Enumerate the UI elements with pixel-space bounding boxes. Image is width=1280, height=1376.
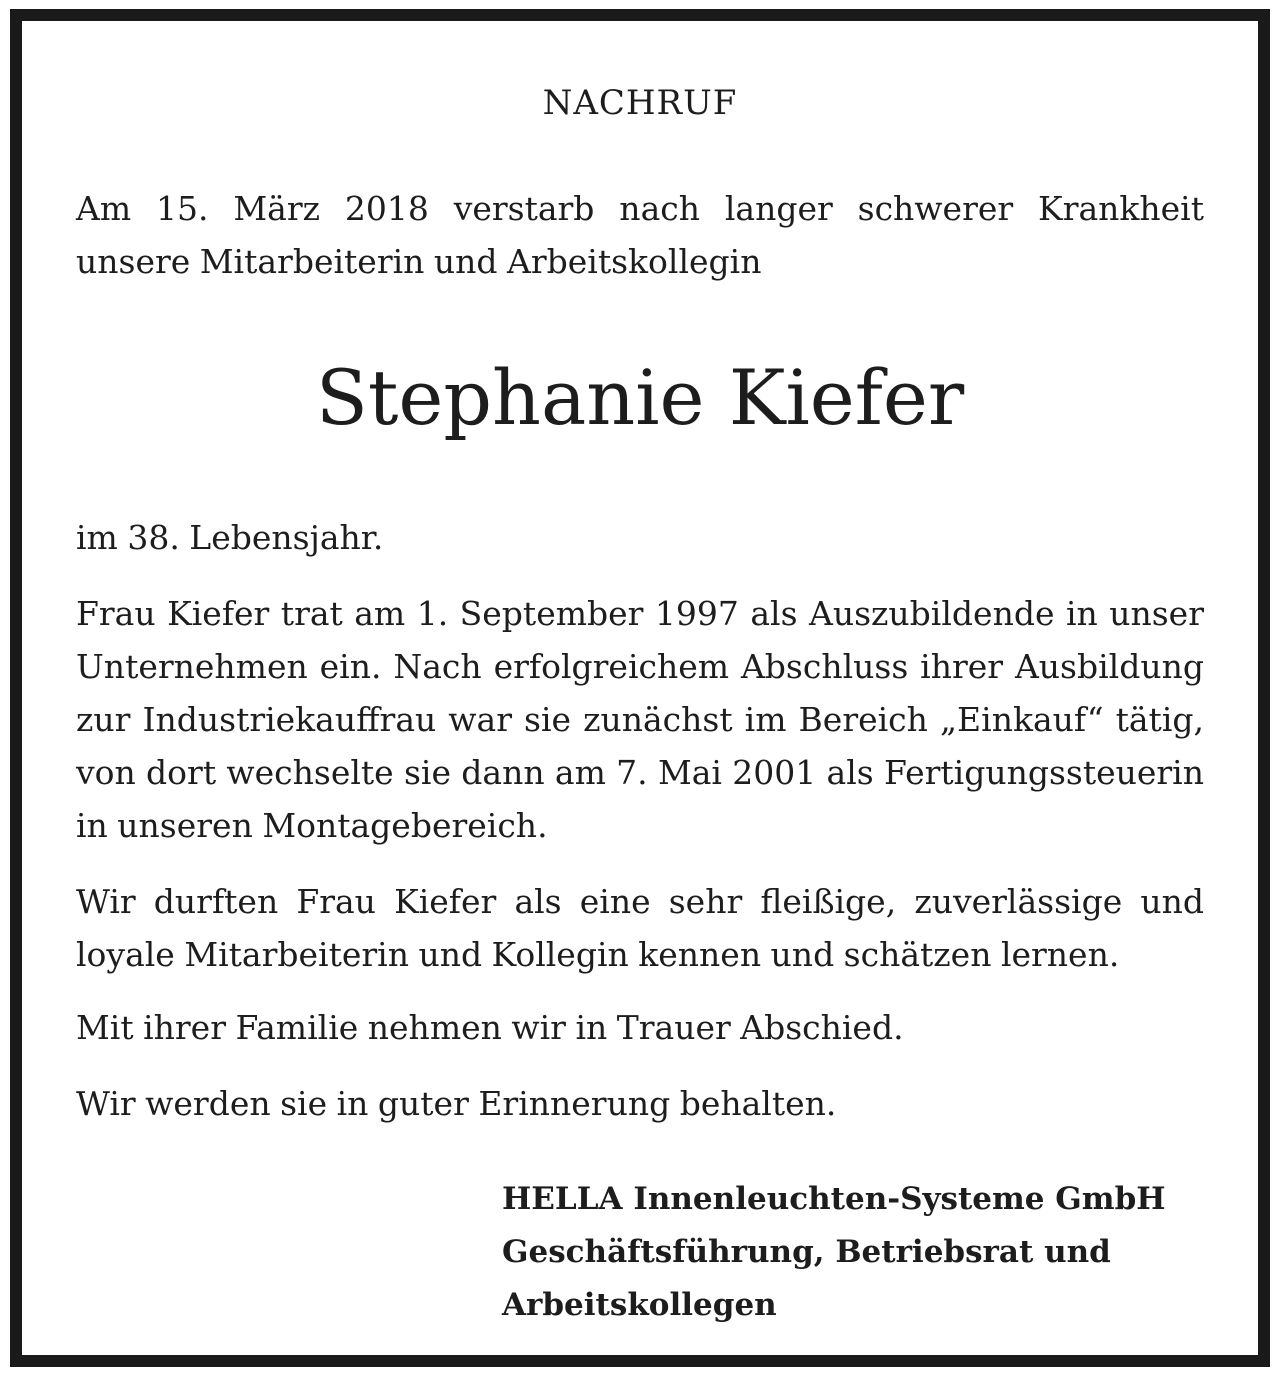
signature-line-2: Geschäftsführung, Betriebsrat und: [502, 1234, 1111, 1270]
obituary-frame: [10, 9, 1270, 1367]
signature-company: HELLA Innenleuchten-Systeme GmbH: [502, 1181, 1166, 1217]
deceased-name: Stephanie Kiefer: [315, 353, 965, 442]
appreciation-paragraph: Wir durften Frau Kiefer als eine sehr fleißige, zuverlässige und loyale Mitarbeiterin und Kollegin kennen und schätzen lernen.: [76, 882, 1204, 974]
obituary-content: [22, 21, 1258, 1355]
notice-heading: NACHRUF: [542, 83, 738, 123]
signature-block: [502, 1173, 1222, 1332]
age-line: im 38. Lebensjahr.: [76, 518, 384, 557]
signature-line-3: Arbeitskollegen: [502, 1287, 777, 1323]
farewell-line: Mit ihrer Familie nehmen wir in Trauer Abschied.: [76, 1008, 904, 1047]
intro-paragraph: Am 15. März 2018 verstarb nach langer schwerer Krankheit unsere Mitarbeiterin und Arbeitskollegin: [76, 189, 1204, 281]
memory-line: Wir werden sie in guter Erinnerung behalten.: [76, 1084, 837, 1123]
career-paragraph: Frau Kiefer trat am 1. September 1997 als Auszubildende in unser Unternehmen ein. Nach erfolgreichem Abschluss ihrer Ausbildung zur Industriekauffrau war sie zunächst im Bereich „Einkauf“ tätig, von dort wechselte sie dann am 7. Mai 2001 als Fertigungssteuerin in unseren Montagebereich.: [76, 594, 1204, 845]
